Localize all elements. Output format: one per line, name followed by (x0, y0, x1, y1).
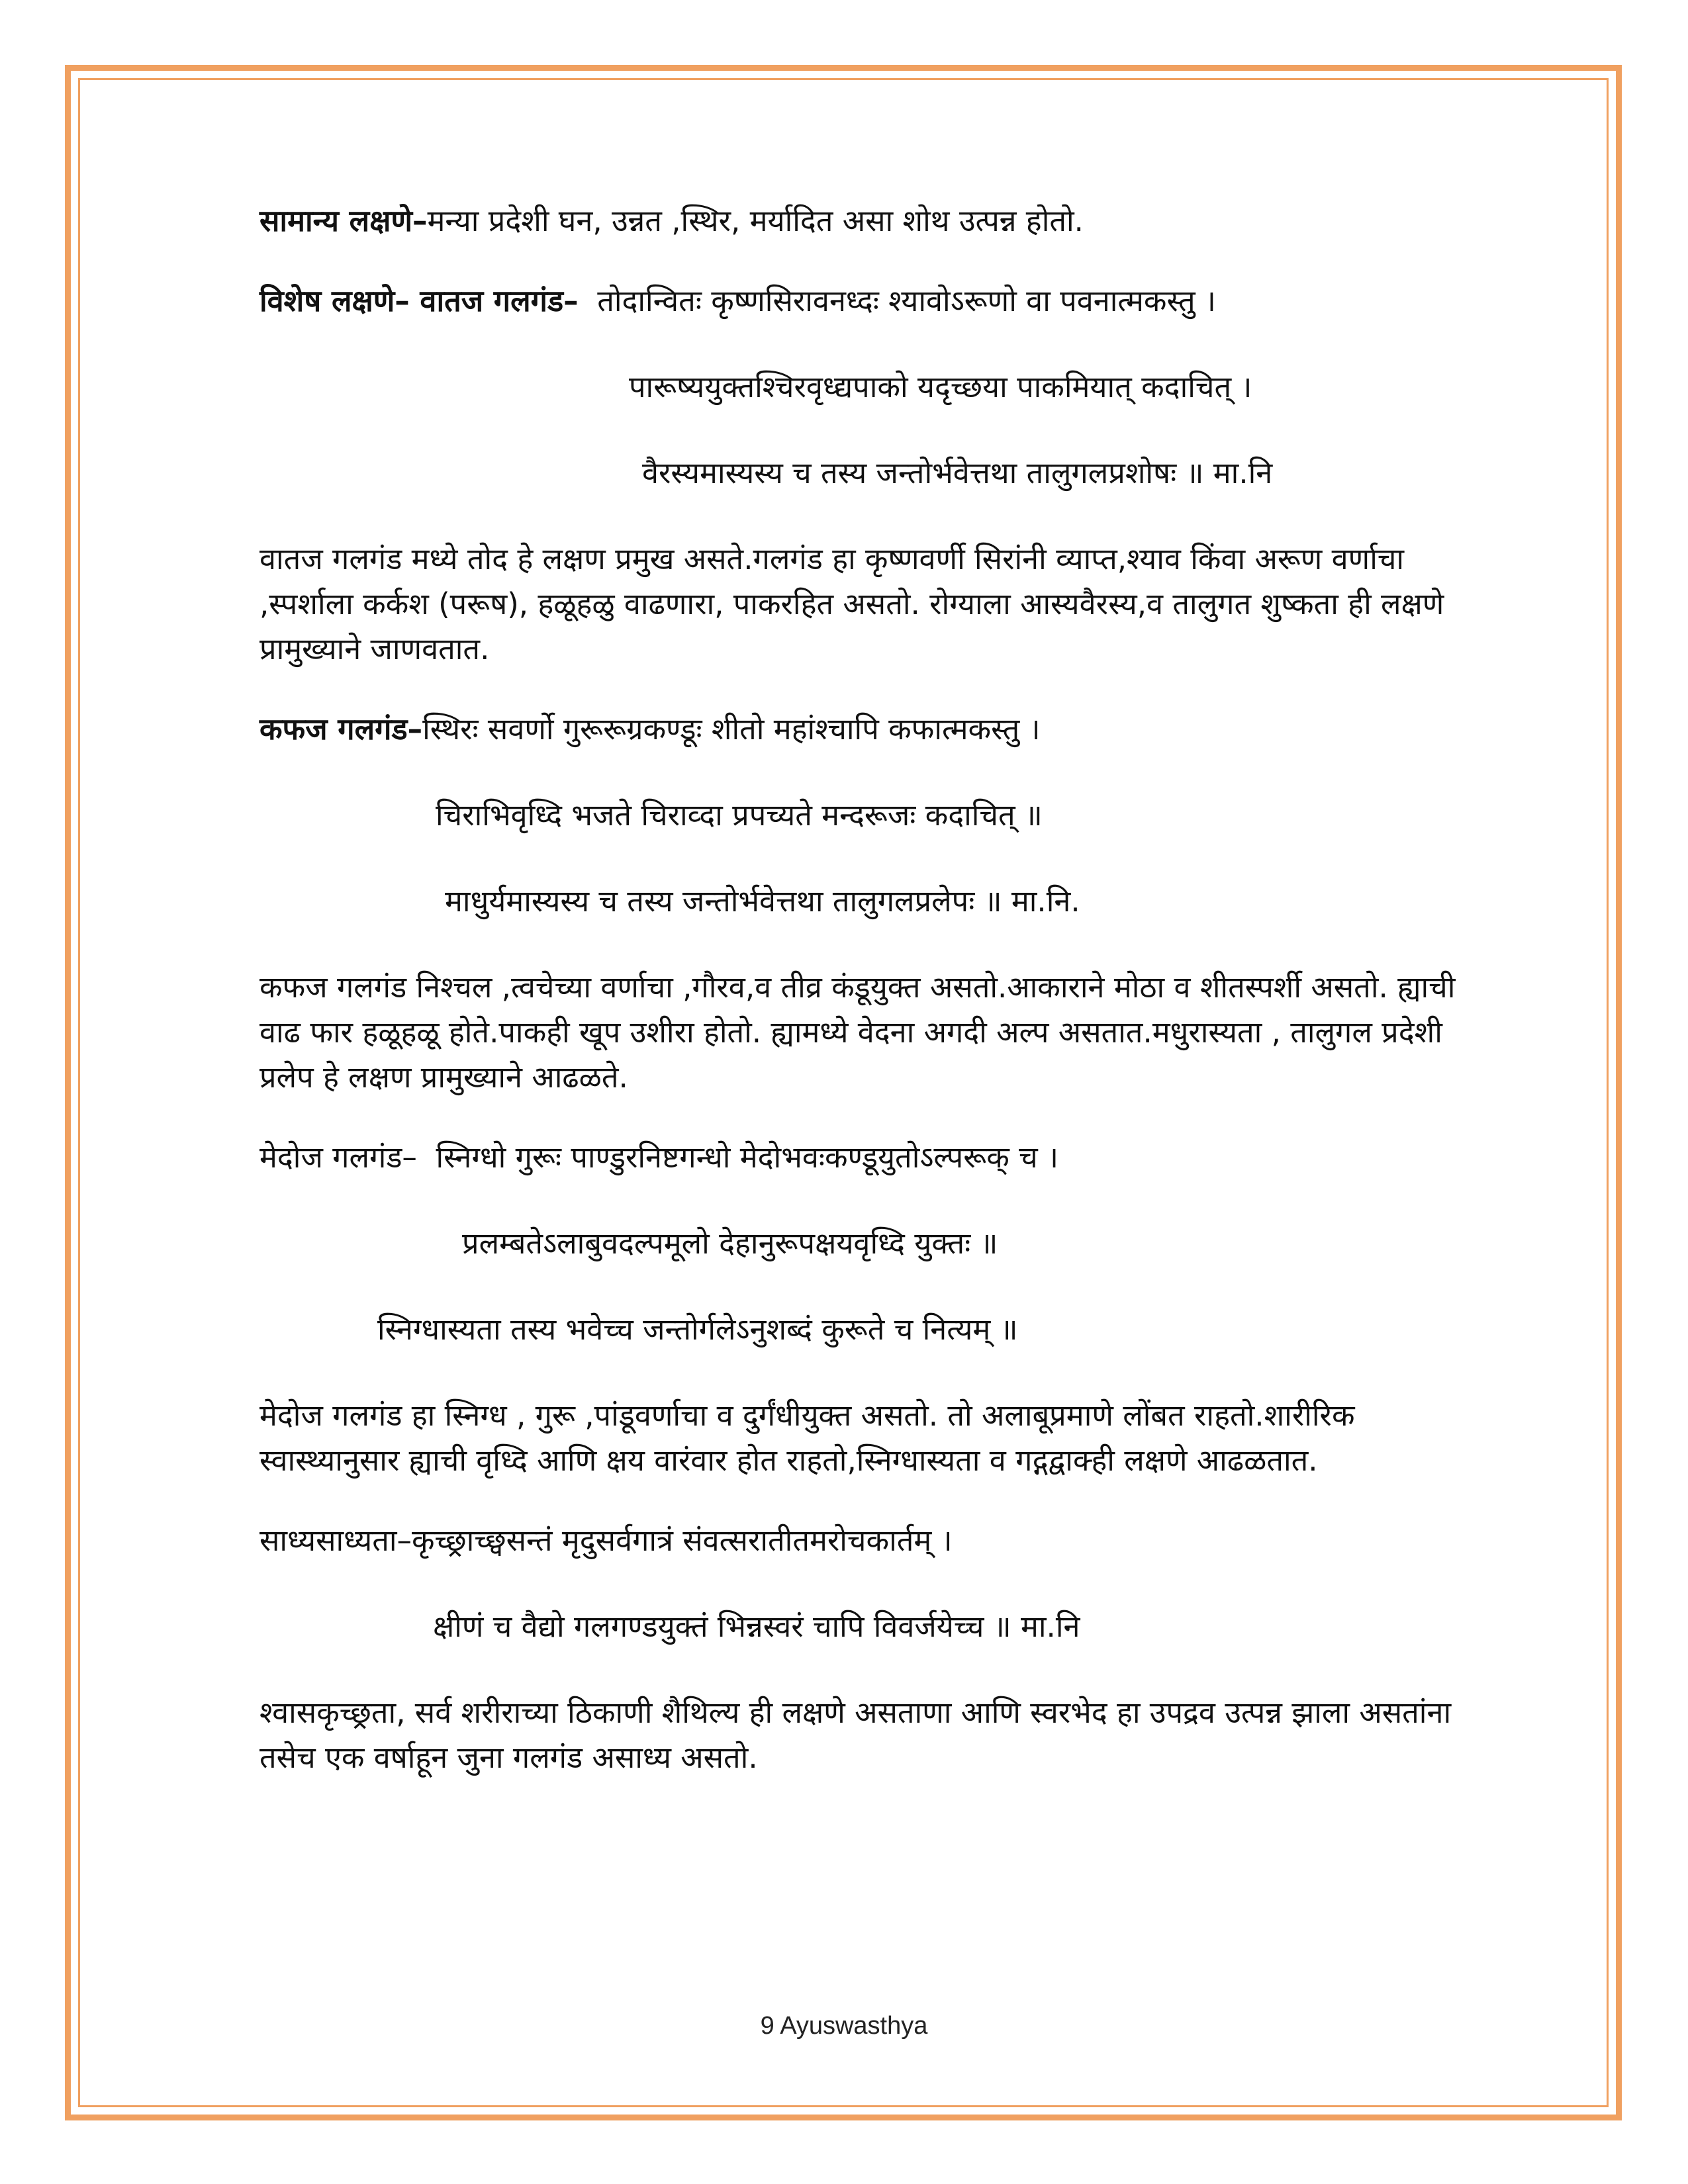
medoj-verse-line-1 (259, 1135, 1491, 1180)
medoj-verse-line-3 (259, 1307, 1491, 1352)
medoj-heading: मेदोज गलगंड– (259, 1140, 417, 1175)
kaphaj-heading: कफज गलगंड– (259, 711, 423, 747)
vataj-heading: विशेष लक्षणे– वातज गलगंड– (259, 283, 579, 318)
kaphaj-verse-line-3 (259, 879, 1491, 924)
vataj-verse-line-2 (259, 365, 1491, 410)
sadhya-verse-1: कृच्छ्राच्छ्वसन्तं मृदुसर्वगात्रं संवत्सरातीतमरोचकार्तम् । (412, 1523, 953, 1558)
kaphaj-verse-line-2 (259, 793, 1491, 838)
sadhya-verse-2: क्षीणं च वैद्यो गलगण्डयुक्तं भिन्नस्वरं चापि विवर्जयेच्च ॥ मा.नि (433, 1609, 1080, 1644)
vataj-verse-1: तोदान्वितः कृष्णसिरावनध्दः श्यावोऽरूणो वा पवनात्मकस्तु । (597, 283, 1216, 318)
kaphaj-verse-3: माधुर्यमास्यस्य च तस्य जन्तोर्भवेत्तथा तालुगलप्रलेपः ॥ मा.नि. (445, 884, 1080, 919)
medoj-verse-2: प्रलम्बतेऽलाबुवदल्पमूलो देहानुरूपक्षयवृध्दि युक्तः ॥ (462, 1226, 998, 1261)
kaphaj-verse-1: स्थिरः सवर्णो गुरूरूग्रकण्डूः शीतो महांश्चापि कफात्मकस्तु । (422, 711, 1041, 747)
vataj-verse-3: वैरस्यमास्यस्य च तस्य जन्तोर्भवेत्तथा तालुगलप्रशोषः ॥ मा.नि (642, 455, 1273, 490)
sadhya-heading: साध्यसाध्यता– (259, 1523, 412, 1558)
vataj-verse-line-1 (259, 279, 1491, 324)
general-symptoms-text: मन्या प्रदेशी घन, उन्नत ,स्थिर, मर्यादित असा शोथ उत्पन्न होतो. (427, 203, 1084, 238)
medoj-verse-1: स्निग्धो गुरूः पाण्डुरनिष्टगन्धो मेदोभवःकण्डूयुतोऽल्परूक् च । (436, 1140, 1059, 1175)
sadhya-explanation: श्वासकृच्छ्रता, सर्व शरीराच्या ठिकाणी शैथिल्य ही लक्षणे असताणा आणि स्वरभेद हा उपद्रव उत्पन्न झाला असतांना तसेच एक वर्षाहून जुना गलगंड असाध्य असतो. (259, 1695, 1452, 1775)
vataj-explanation: वातज गलगंड मध्ये तोद हे लक्षण प्रमुख असते.गलगंड हा कृष्णवर्णी सिरांनी व्याप्त,श्याव किंवा अरूण वर्णाचा ,स्पर्शाला कर्कश (परूष), हळूहळु वाढणारा, पाकरहित असतो. रोग्याला आस्यवैरस्य,व तालुगत शुष्कता ही लक्षणे प्रामुख्याने जाणवतात. (259, 541, 1444, 666)
general-symptoms-heading: सामान्य लक्षणे– (259, 203, 428, 238)
general-symptoms-paragraph (259, 199, 1491, 244)
kaphaj-explanation: कफज गलगंड निश्चल ,त्वचेच्या वर्णाचा ,गौरव,व तीव्र कंडूयुक्त असतो.आकाराने मोठा व शीतस्पर्शी असतो. ह्याची वाढ फार हळूहळू होते.पाकही खूप उशीरा होतो. ह्यामध्ये वेदना अगदी अल्प असतात.मधुरास्यता , तालुगल प्रदेशी प्रलेप हे लक्षण प्रामुख्याने आढळते. (259, 970, 1456, 1095)
document-body (259, 199, 1491, 1815)
kaphaj-verse-line-1 (259, 707, 1491, 752)
page-footer: 9 Ayuswasthya (760, 2012, 928, 2040)
vataj-verse-2: पारूष्ययुक्तश्चिरवृध्द्यपाको यदृच्छया पाकमियात् कदाचित् । (629, 369, 1252, 404)
kaphaj-verse-2: चिराभिवृध्दि भजते चिराव्दा प्रपच्यते मन्दरूजः कदाचित् ॥ (436, 797, 1043, 833)
sadhya-verse-line-2 (259, 1604, 1491, 1649)
sadhya-verse-line-1 (259, 1518, 1491, 1563)
vataj-verse-line-3 (259, 451, 1491, 496)
medoj-verse-line-2 (259, 1221, 1491, 1266)
medoj-verse-3: स्निग्धास्यता तस्य भवेच्च जन्तोर्गलेऽनुशब्दं कुरूते च नित्यम् ॥ (377, 1312, 1018, 1347)
medoj-explanation: मेदोज गलगंड हा स्निग्ध , गुरू ,पांडूवर्णाचा व दुर्गंधीयुक्त असतो. तो अलाबूप्रमाणे लोंबत राहतो.शारीरिक स्वास्थ्यानुसार ह्याची वृध्दि आणि क्षय वारंवार होत राहतो,स्निग्धास्यता व गद्गद्वाक्ही लक्षणे आढळतात. (259, 1398, 1355, 1478)
